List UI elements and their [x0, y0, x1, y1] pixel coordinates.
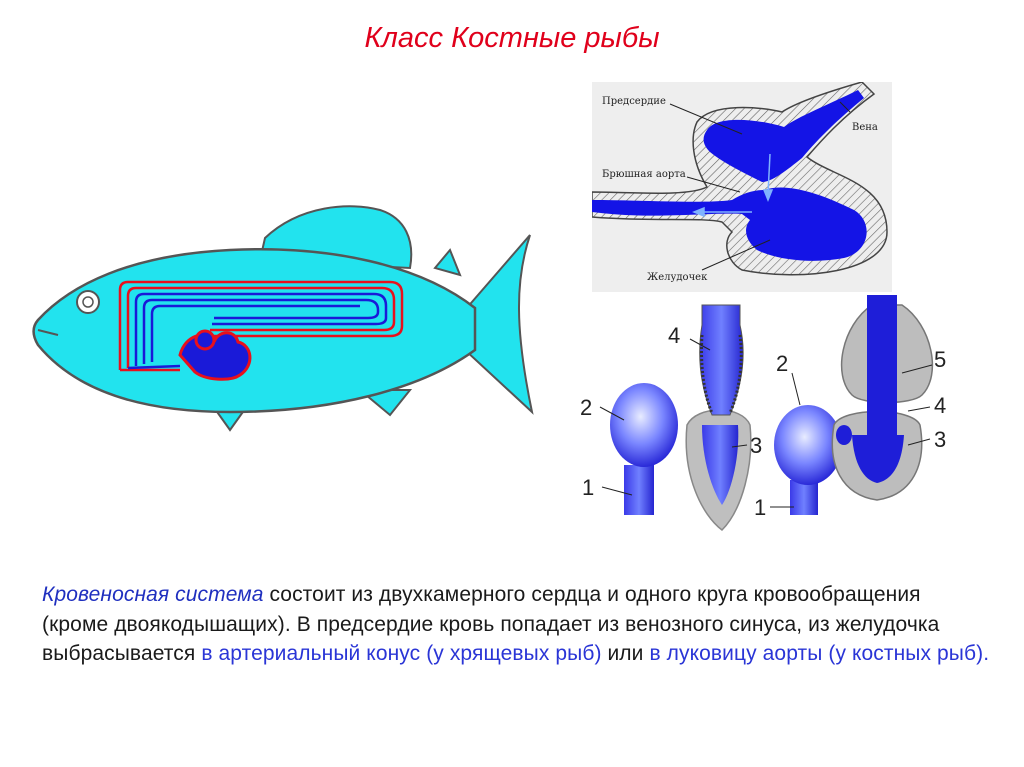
right-label-5: 5 — [934, 347, 947, 372]
slide-title: Класс Костные рыбы — [364, 22, 660, 54]
fish-diagram — [30, 190, 540, 435]
label-ventral-aorta: Брюшная аорта — [602, 169, 686, 180]
heart-comparison-diagram — [572, 295, 972, 555]
right-label-2: 2 — [776, 351, 789, 376]
label-atrium: Предсердие — [602, 96, 666, 107]
left-label-1: 1 — [582, 475, 595, 500]
left-label-3: 3 — [750, 433, 763, 458]
description-paragraph — [42, 580, 992, 669]
left-label-4: 4 — [668, 323, 681, 348]
bony-fish-heart — [774, 295, 932, 515]
term-circulatory-system: Кровеносная система — [42, 583, 264, 606]
left-label-2: 2 — [580, 395, 593, 420]
paragraph-text-3: . — [983, 642, 990, 665]
right-label-4: 4 — [934, 393, 947, 418]
heart-scheme-diagram — [592, 82, 892, 292]
highlight-arterial-cone: в артериальный конус (у хрящевых рыб) — [201, 642, 602, 665]
paragraph-text-2: или — [601, 642, 650, 665]
label-ventricle: Желудочек — [647, 272, 708, 283]
label-vein: Вена — [852, 122, 878, 133]
right-label-3: 3 — [934, 427, 947, 452]
highlight-aortic-bulb: в луковицу аорты (у костных рыб) — [649, 642, 984, 665]
right-label-1: 1 — [754, 495, 767, 520]
paragraph-text-1: состоит из двухкамерного сердца и одного круга кровообращения (кроме двоякодышащих). В предсердие кровь попадает из венозного синуса, из желудочка выбрасывается — [42, 583, 940, 665]
cartilaginous-fish-heart — [610, 305, 751, 530]
adipose-fin — [435, 250, 460, 275]
